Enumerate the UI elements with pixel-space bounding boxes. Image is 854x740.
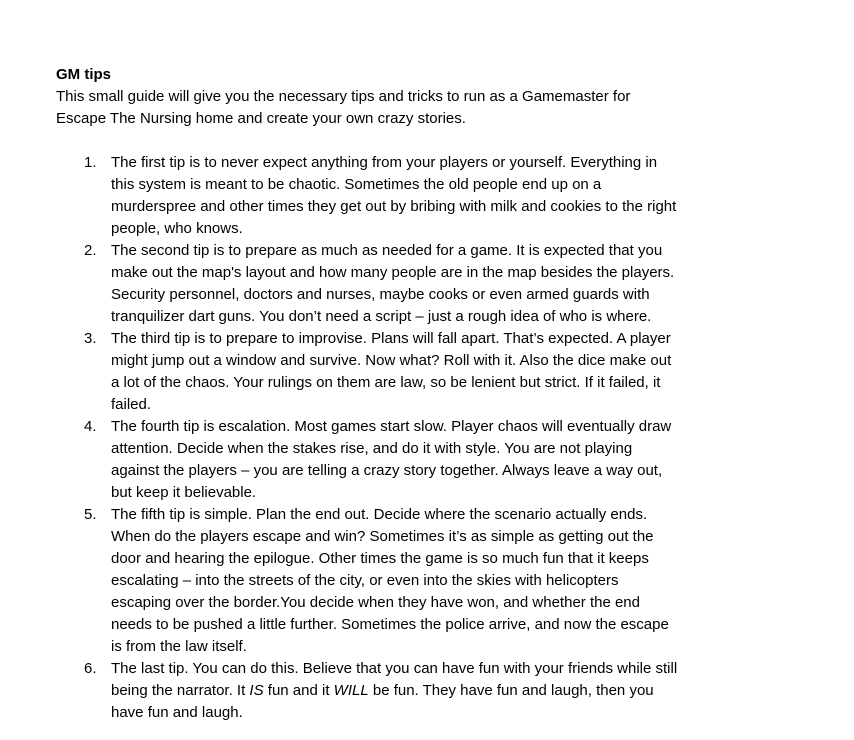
tip-line: murderspree and other times they get out by bribing with milk and cookies to the right bbox=[111, 198, 677, 215]
list-number: 3. bbox=[84, 330, 97, 347]
tip-line: have fun and laugh. bbox=[111, 704, 243, 721]
tip-line: The second tip is to prepare as much as needed for a game. It is expected that you bbox=[111, 242, 663, 259]
tip-line: The first tip is to never expect anything from your players or yourself. Everything in bbox=[111, 154, 658, 171]
tip-line: The fifth tip is simple. Plan the end out. Decide where the scenario actually ends. bbox=[111, 506, 648, 523]
text-segment: be fun. They have fun and laugh, then you bbox=[368, 682, 654, 699]
text-segment: fun and it bbox=[263, 682, 334, 699]
tip-line: might jump out a window and survive. Now what? Roll with it. Also the dice make out bbox=[111, 352, 672, 369]
tip-line: attention. Decide when the stakes rise, and do it with style. You are not playing bbox=[111, 440, 633, 457]
document-title: GM tips bbox=[56, 66, 111, 83]
tip-line: escaping over the border.You decide when they have won, and whether the end bbox=[111, 594, 640, 611]
tip-line: is from the law itself. bbox=[111, 638, 247, 655]
tip-item-4 bbox=[56, 416, 756, 504]
tip-line: but keep it believable. bbox=[111, 484, 257, 501]
tip-line: make out the map's layout and how many people are in the map besides the players. bbox=[111, 264, 675, 281]
tip-line: When do the players escape and win? Sometimes it’s as simple as getting out the bbox=[111, 528, 654, 545]
tip-line: a lot of the chaos. Your rulings on them are law, so be lenient but strict. If it failed, it bbox=[111, 374, 661, 391]
italic-emphasis: WILL bbox=[333, 682, 369, 699]
tips-list bbox=[56, 152, 756, 724]
list-number: 1. bbox=[84, 154, 97, 171]
list-number: 5. bbox=[84, 506, 97, 523]
document-page bbox=[56, 64, 756, 724]
tip-line: needs to be pushed a little further. Sometimes the police arrive, and now the escape bbox=[111, 616, 669, 633]
intro-line: This small guide will give you the necessary tips and tricks to run as a Gamemaster for bbox=[56, 88, 631, 105]
list-number: 2. bbox=[84, 242, 97, 259]
tip-line: failed. bbox=[111, 396, 152, 413]
tip-line: The fourth tip is escalation. Most games start slow. Player chaos will eventually draw bbox=[111, 418, 672, 435]
tip-line: escalating – into the streets of the city, or even into the skies with helicopters bbox=[111, 572, 619, 589]
tip-line: Security personnel, doctors and nurses, maybe cooks or even armed guards with bbox=[111, 286, 650, 303]
italic-emphasis: IS bbox=[249, 682, 264, 699]
text-segment: being the narrator. It bbox=[111, 682, 250, 699]
list-number: 6. bbox=[84, 660, 97, 677]
tip-item-2 bbox=[56, 240, 756, 328]
tip-line: this system is meant to be chaotic. Sometimes the old people end up on a bbox=[111, 176, 602, 193]
intro-paragraph bbox=[56, 86, 756, 130]
intro-line: Escape The Nursing home and create your own crazy stories. bbox=[56, 110, 466, 127]
tip-item-3 bbox=[56, 328, 756, 416]
tip-line: tranquilizer dart guns. You don’t need a script – just a rough idea of who is where. bbox=[111, 308, 652, 325]
tip-item-5 bbox=[56, 504, 756, 658]
tip-item-6 bbox=[56, 658, 756, 724]
tip-line: against the players – you are telling a crazy story together. Always leave a way out, bbox=[111, 462, 663, 479]
tip-item-1 bbox=[56, 152, 756, 240]
tip-line: The last tip. You can do this. Believe that you can have fun with your friends while still bbox=[111, 660, 678, 677]
tip-line bbox=[111, 680, 756, 702]
list-number: 4. bbox=[84, 418, 97, 435]
tip-line: The third tip is to prepare to improvise. Plans will fall apart. That’s expected. A player bbox=[111, 330, 671, 347]
tip-line: people, who knows. bbox=[111, 220, 243, 237]
tip-line: door and hearing the epilogue. Other times the game is so much fun that it keeps bbox=[111, 550, 649, 567]
